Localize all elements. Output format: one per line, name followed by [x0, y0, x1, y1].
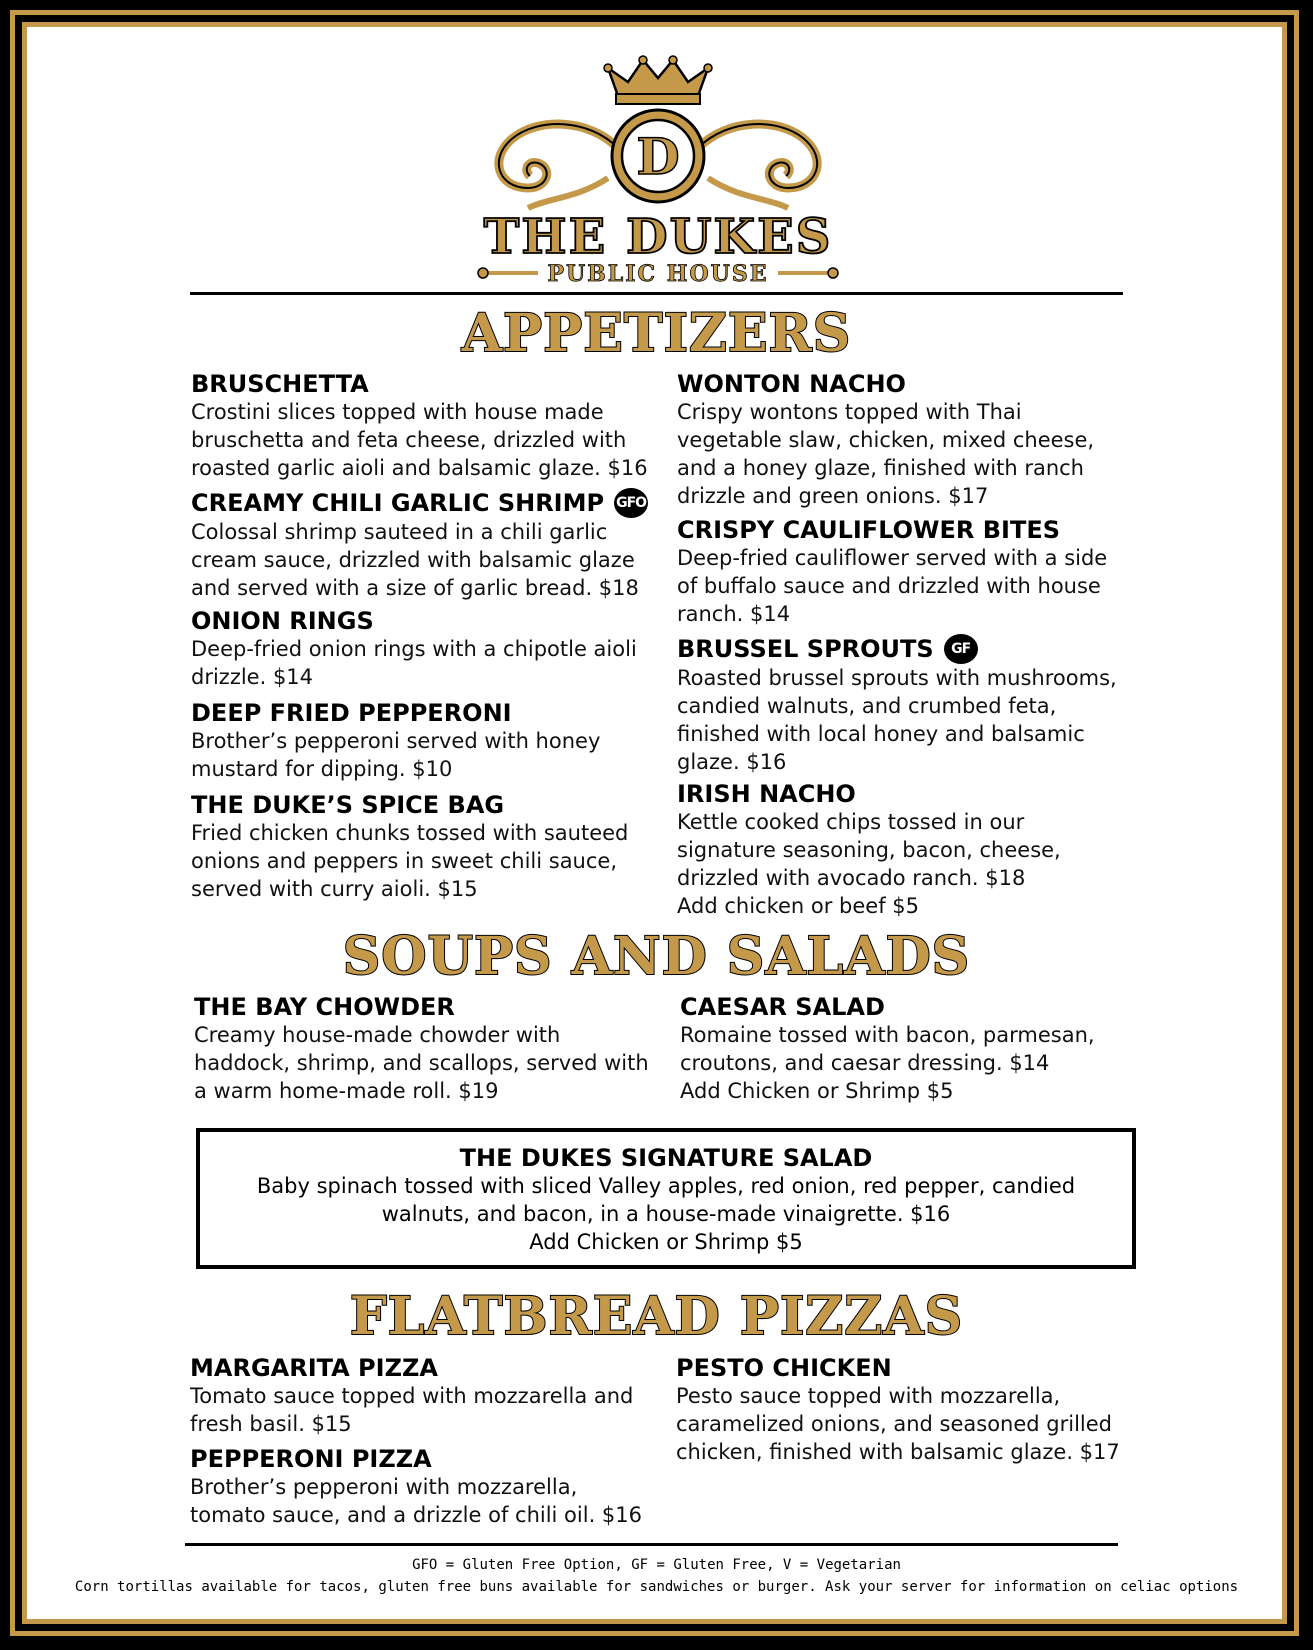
- menu-item: [190, 1445, 645, 1529]
- menu-item: [191, 791, 651, 903]
- menu-item-name-text: PESTO CHICKEN: [676, 1354, 892, 1382]
- menu-item-name: [191, 607, 651, 635]
- menu-item-description: Roasted brussel sprouts with mushrooms, candied walnuts, and crumbed feta, finished with local honey and balsamic glaze. $16: [677, 666, 1117, 774]
- menu-item-description: Brother’s pepperoni served with honey mustard for dipping. $10: [191, 729, 601, 781]
- menu-item-name-text: BRUSCHETTA: [191, 370, 369, 398]
- top-divider: [190, 292, 1123, 295]
- section-title-soups: SOUPS AND SALADS: [342, 926, 971, 987]
- section-title-pizzas: FLATBREAD PIZZAS: [349, 1286, 964, 1347]
- menu-item-name-text: THE DUKE’S SPICE BAG: [191, 791, 505, 819]
- menu-item: [191, 488, 651, 602]
- menu-item-name: [677, 516, 1127, 544]
- menu-item-name: [677, 780, 1127, 808]
- menu-item: [680, 993, 1110, 1105]
- menu-item: [676, 1354, 1126, 1466]
- menu-item: [677, 370, 1127, 510]
- signature-salad-extra: Add Chicken or Shrimp $5: [529, 1230, 803, 1254]
- menu-item-name: [191, 370, 651, 398]
- menu-item: [194, 993, 649, 1105]
- menu-item-name: [191, 699, 651, 727]
- footer-legend: GFO = Gluten Free Option, GF = Gluten Free, V = Vegetarian: [412, 1557, 901, 1573]
- menu-item-name-text: ONION RINGS: [191, 607, 374, 635]
- diet-badge-icon: GFO: [614, 488, 648, 518]
- menu-item-name-text: CRISPY CAULIFLOWER BITES: [677, 516, 1061, 544]
- menu-item-name-text: MARGARITA PIZZA: [190, 1354, 438, 1382]
- menu-item-name-text: DEEP FRIED PEPPERONI: [191, 699, 512, 727]
- menu-item-name: [190, 1445, 645, 1473]
- menu-item: [677, 780, 1127, 920]
- menu-item-description: Pesto sauce topped with mozzarella, caramelized onions, and seasoned grilled chicken, finished with balsamic glaze. $17: [676, 1384, 1120, 1464]
- menu-item-name-text: IRISH NACHO: [677, 780, 856, 808]
- menu-item-description: Crispy wontons topped with Thai vegetable slaw, chicken, mixed cheese, and a honey glaze, finished with ranch drizzle and green onions. $17: [677, 400, 1095, 508]
- dukes-logo: [468, 48, 848, 283]
- crest-icon: [468, 48, 848, 283]
- menu-item: [677, 516, 1127, 628]
- menu-item-description: Brother’s pepperoni with mozzarella, tomato sauce, and a drizzle of chili oil. $16: [190, 1475, 643, 1527]
- menu-item-name: [677, 634, 1127, 664]
- menu-item: [191, 370, 651, 482]
- logo-name: THE DUKES: [483, 209, 833, 265]
- menu-item-addon: Add Chicken or Shrimp $5: [680, 1079, 954, 1103]
- menu-item-description: Fried chicken chunks tossed with sauteed onions and peppers in sweet chili sauce, served with curry aioli. $15: [191, 821, 629, 901]
- menu-item-name: [680, 993, 1110, 1021]
- menu-item-description: Romaine tossed with bacon, parmesan, croutons, and caesar dressing. $14: [680, 1023, 1095, 1075]
- menu-item-addon: Add chicken or beef $5: [677, 894, 920, 918]
- signature-salad-desc: Baby spinach tossed with sliced Valley apples, red onion, red pepper, candied walnuts, and bacon, in a house-made vinaigrette. $16: [256, 1174, 1076, 1226]
- menu-item-name: [191, 791, 651, 819]
- menu-item-name: [194, 993, 649, 1021]
- menu-item-description: Deep-fried onion rings with a chipotle aioli drizzle. $14: [191, 637, 637, 689]
- section-title-appetizers: APPETIZERS: [461, 303, 852, 364]
- signature-salad-box: [196, 1128, 1136, 1269]
- menu-item-description: Deep-fried cauliflower served with a side of buffalo sauce and drizzled with house ranch. $14: [677, 546, 1108, 626]
- menu-item-name-text: CAESAR SALAD: [680, 993, 885, 1021]
- signature-salad-name: THE DUKES SIGNATURE SALAD: [459, 1144, 873, 1172]
- logo-subtitle: PUBLIC HOUSE: [547, 261, 769, 283]
- menu-item-name: [676, 1354, 1126, 1382]
- menu-item-name: [190, 1354, 645, 1382]
- bottom-divider: [185, 1543, 1118, 1546]
- footer-note: Corn tortillas available for tacos, gluten free buns available for sandwiches or burger. Ask your server for information on celiac options: [74, 1579, 1239, 1595]
- menu-item-name: [191, 488, 651, 518]
- menu-item-description: Colossal shrimp sauteed in a chili garlic cream sauce, drizzled with balsamic glaze and served with a size of garlic bread. $18: [191, 520, 639, 600]
- menu-item-description: Crostini slices topped with house made bruschetta and feta cheese, drizzled with roasted garlic aioli and balsamic glaze. $16: [191, 400, 648, 480]
- menu-item-description: Creamy house-made chowder with haddock, shrimp, and scallops, served with a warm home-made roll. $19: [194, 1023, 649, 1103]
- menu-item-name: [677, 370, 1127, 398]
- menu-item-name-text: THE BAY CHOWDER: [194, 993, 455, 1021]
- menu-item: [190, 1354, 645, 1438]
- menu-item-name-text: WONTON NACHO: [677, 370, 906, 398]
- menu-item-name-text: CREAMY CHILI GARLIC SHRIMP: [191, 489, 605, 517]
- menu-item: [191, 699, 651, 783]
- logo-monogram: D: [636, 127, 680, 186]
- menu-item-name-text: BRUSSEL SPROUTS: [677, 635, 934, 663]
- menu-item: [677, 634, 1127, 776]
- menu-item-name-text: PEPPERONI PIZZA: [190, 1445, 432, 1473]
- menu-item: [191, 607, 651, 691]
- menu-item-description: Kettle cooked chips tossed in our signature seasoning, bacon, cheese, drizzled with avocado ranch. $18: [677, 810, 1061, 890]
- menu-item-description: Tomato sauce topped with mozzarella and fresh basil. $15: [190, 1384, 634, 1436]
- diet-badge-icon: GF: [944, 634, 978, 664]
